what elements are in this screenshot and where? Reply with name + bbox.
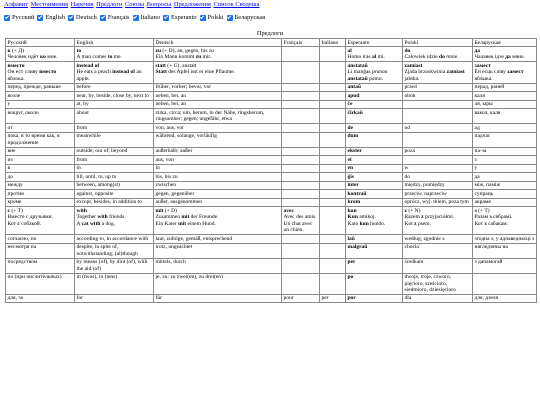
checkbox-checked-icon[interactable] (227, 15, 233, 21)
table-cell: neben, bei, an (154, 92, 282, 100)
column-header-1: English (75, 39, 154, 47)
table-cell: нягледзячы на (473, 243, 537, 258)
table-cell: środkam (403, 258, 473, 273)
table-cell (320, 173, 346, 181)
table-cell: dum (346, 132, 403, 147)
top-navigation (4, 1, 260, 8)
table-cell (282, 258, 320, 273)
language-checkbox-1[interactable] (37, 14, 65, 21)
language-label: Polski (207, 14, 224, 21)
table-cell: neben, bei, an (154, 100, 282, 108)
checkbox-checked-icon[interactable] (100, 15, 106, 21)
table-row (6, 47, 537, 62)
table-cell: statt (+ G), anstatt Statt des Apfel isst er eine Pflaume. (154, 62, 282, 83)
table-cell: for (75, 294, 154, 302)
table-cell: з (473, 156, 537, 164)
table-cell: por (346, 294, 403, 302)
table-cell: do Człowiek idzie do mnie. (403, 47, 473, 62)
table-cell: about (75, 109, 154, 124)
table-cell: antaŭ (346, 83, 403, 91)
table-cell: from (75, 156, 154, 164)
language-checkbox-3[interactable] (100, 14, 130, 21)
table-cell: für (154, 294, 282, 302)
table-cell: at, by (75, 100, 154, 108)
column-header-5: Esperanto (346, 39, 403, 47)
table-cell (320, 273, 346, 294)
table-cell: акрамя (473, 198, 537, 206)
table-cell: супраць (473, 190, 537, 198)
table-cell: до (6, 173, 75, 181)
table-cell: früher, vorher; bevor, vor (154, 83, 282, 91)
table-cell: avec Avec des amis. Un chat avec un chien. (282, 207, 320, 235)
table-cell (282, 181, 320, 189)
table-cell: у (6, 100, 75, 108)
table-row (6, 83, 537, 91)
table-cell (282, 243, 320, 258)
table-cell (320, 47, 346, 62)
table-cell: trotz, ungeachtet (154, 243, 282, 258)
table-cell: per (320, 294, 346, 302)
table-cell: из (6, 156, 75, 164)
table-cell: malgraŭ (346, 243, 403, 258)
table-cell: ekster (346, 147, 403, 155)
table-cell: от (6, 124, 75, 132)
table-cell: з дапамогай (473, 258, 537, 273)
table-cell: в (6, 164, 75, 172)
checkbox-checked-icon[interactable] (37, 15, 43, 21)
table-row (6, 181, 537, 189)
table-cell: outside; out of; beyond (75, 147, 154, 155)
table-cell: bis, bis zu (154, 173, 282, 181)
table-cell: ĉirkaŭ (346, 109, 403, 124)
table-cell: according to, in accordance with (75, 235, 154, 243)
table-cell: od (403, 124, 473, 132)
checkbox-checked-icon[interactable] (163, 15, 169, 21)
table-cell: außer, ausgenommen (154, 198, 282, 206)
table-cell: zamiast Zjada brzoskwinia zamiast jabłka. (403, 62, 473, 83)
table-cell: вакол, каля (473, 109, 537, 124)
table-cell (320, 235, 346, 243)
table-cell: by means (of), by dint (of), with the aid (of) (75, 258, 154, 273)
nav-link-3[interactable]: Предлоги (96, 1, 123, 8)
table-cell (282, 164, 320, 172)
table-cell: instead of He eats a peach instead of an apple. (75, 62, 154, 83)
table-cell: к (+ Д) Человек идёт ко мне. (6, 47, 75, 62)
language-label: English (45, 14, 65, 21)
table-cell: ĉe (346, 100, 403, 108)
table-cell: inter (346, 181, 403, 189)
table-row (6, 100, 537, 108)
table-cell: dwoje, troje, czworo, pięcioro, sześcioro, siedmioro, dziesięcioro (403, 273, 473, 294)
table-row (6, 294, 537, 302)
table-cell: against, opposite (75, 190, 154, 198)
table-cell: do (403, 173, 473, 181)
table-cell: in (twos), in (tens) (75, 273, 154, 294)
table-cell: zu (+ D), an, gegen, bis zu Ein Mann kommt zu mir. (154, 47, 282, 62)
table-cell: en (346, 164, 403, 172)
table-cell: in (154, 164, 282, 172)
table-cell (320, 92, 346, 100)
language-filter (4, 14, 268, 21)
table-cell (320, 132, 346, 147)
language-label: Italiano (140, 14, 161, 21)
table-cell: laut, zufolge, gemäß, entsprechend (154, 235, 282, 243)
table-cell: mittels, durch (154, 258, 282, 273)
table-cell: till, until, to, up to (75, 173, 154, 181)
table-cell: каля (473, 92, 537, 100)
table-cell: пока, в то время как, в продолжение (6, 132, 75, 147)
table-row (6, 132, 537, 147)
table-cell (282, 173, 320, 181)
table-cell: el (346, 156, 403, 164)
table-cell (282, 147, 320, 155)
table-cell: laŭ (346, 235, 403, 243)
table-row (6, 124, 537, 132)
language-label: Français (107, 14, 130, 21)
table-cell: z (+ N) Razem z przyjaciółmi. Kot z psem. (403, 207, 473, 235)
table-cell: przed (403, 83, 473, 91)
table-cell (282, 92, 320, 100)
table-cell: вместо Он ест сливу вместо яблока. (6, 62, 75, 83)
table-cell: да Чалавек ідзе да мяне. (473, 47, 537, 62)
table-cell: ĝis (346, 173, 403, 181)
nav-link-4[interactable]: Союзы (125, 1, 145, 8)
table-header-row (6, 39, 537, 47)
table-row (6, 164, 537, 172)
language-checkbox-4[interactable] (133, 14, 161, 21)
table-cell (320, 207, 346, 235)
table-cell (320, 243, 346, 258)
table-cell: да (473, 173, 537, 181)
nav-link-1[interactable]: Местоимения (30, 1, 69, 8)
table-row (6, 92, 537, 100)
column-header-6: Polski (403, 39, 473, 47)
table-cell: per (346, 258, 403, 273)
nav-link-6[interactable]: Предложения (173, 1, 211, 8)
table-row (6, 173, 537, 181)
table-cell: вокруг, около (6, 109, 75, 124)
nav-link-0[interactable]: Алфавит (4, 1, 29, 8)
prepositions-table (5, 38, 537, 303)
table-cell: w (403, 164, 473, 172)
column-header-0: Русский (6, 39, 75, 47)
table-cell: для, дзеля (473, 294, 537, 302)
table-cell: obok (403, 92, 473, 100)
table-cell: in (75, 164, 154, 172)
table-cell: перад, раней (473, 83, 537, 91)
table-cell: перед, прежде, раньше (6, 83, 75, 91)
table-row (6, 156, 537, 164)
table-cell: між, паміж (473, 181, 537, 189)
table-cell: замест Ён есць сліву замест яблыка. (473, 62, 537, 83)
table-cell (320, 109, 346, 124)
language-checkbox-5[interactable] (163, 14, 197, 21)
table-cell: chociaˊ (403, 243, 473, 258)
table-cell (320, 100, 346, 108)
table-row (6, 147, 537, 155)
table-cell: несмотря на (6, 243, 75, 258)
table-cell (320, 258, 346, 273)
nav-link-2[interactable]: Наречия (70, 1, 94, 8)
table-cell: to A man comes to me. (75, 47, 154, 62)
table-cell: al Homo iras al mi. (346, 47, 403, 62)
table-title: Предлоги (256, 30, 284, 37)
language-label: Deutsch (75, 14, 97, 21)
table-cell: ад (473, 124, 537, 132)
table-cell: według, zgodnie z (403, 235, 473, 243)
language-label: Русский (12, 14, 35, 21)
column-header-7: Беларуская (473, 39, 537, 47)
table-cell: падчас (473, 132, 537, 147)
table-cell (282, 273, 320, 294)
table-cell: у (473, 164, 537, 172)
table-cell: kontraŭ (346, 190, 403, 198)
language-label: Беларуская (234, 14, 266, 21)
table-cell (282, 47, 320, 62)
table-cell: despite, in spite of, notwithstanding; (al)though (75, 243, 154, 258)
table-cell: po (346, 273, 403, 294)
table-cell: krom (346, 198, 403, 206)
table-cell (320, 124, 346, 132)
table-cell: między, pomiędzy (403, 181, 473, 189)
language-checkbox-6[interactable] (200, 14, 224, 21)
table-row (6, 243, 537, 258)
table-cell: with Together with friends. A cat with a dog. (75, 207, 154, 235)
checkbox-checked-icon[interactable] (68, 15, 74, 21)
table-cell (320, 156, 346, 164)
table-cell (403, 100, 473, 108)
table-cell (403, 132, 473, 147)
table-cell: poza (403, 147, 473, 155)
checkbox-checked-icon[interactable] (4, 15, 10, 21)
table-cell: de (346, 124, 403, 132)
column-header-2: Deutsch (154, 39, 282, 47)
table-cell: кроме (6, 198, 75, 206)
table-cell: between, among(st) (75, 181, 154, 189)
table-cell (320, 198, 346, 206)
table-row (6, 258, 537, 273)
table-cell: вне (6, 147, 75, 155)
table-cell (282, 235, 320, 243)
table-cell (403, 109, 473, 124)
table-cell (320, 147, 346, 155)
table-cell: anstataŭ Li manĝas prunon anstataŭ pomo. (346, 62, 403, 83)
table-row (6, 273, 537, 294)
language-checkbox-2[interactable] (68, 14, 97, 21)
table-cell (282, 109, 320, 124)
checkbox-checked-icon[interactable] (133, 15, 139, 21)
table-cell: before (75, 83, 154, 91)
table-row (6, 235, 537, 243)
table-cell: kun Kun amikoj. Kato kun hundo. (346, 207, 403, 235)
table-cell (282, 156, 320, 164)
table-cell: meanwhile (75, 132, 154, 147)
table-cell: außerhalb; außer (154, 147, 282, 155)
table-cell: aus, von (154, 156, 282, 164)
table-cell: je, zu: zu zwei(en), zu drei(en) (154, 273, 282, 294)
table-cell: з (+ Т) Разам з сябрамі. Кот з сабакам. (473, 207, 537, 235)
table-cell: по (при числительных) (6, 273, 75, 294)
table-cell: gegen, gegenüber (154, 190, 282, 198)
table-cell: посредством (6, 258, 75, 273)
table-cell (320, 190, 346, 198)
table-cell (473, 273, 537, 294)
table-cell (282, 62, 320, 83)
table-cell (320, 62, 346, 83)
table-cell: zwischen (154, 181, 282, 189)
table-cell (282, 124, 320, 132)
table-cell: mit (+ D) Zusammen mit der Freunde. Ein Kater mit einem Hund. (154, 207, 282, 235)
table-cell (282, 132, 320, 147)
table-cell: except, besides, in addition to (75, 198, 154, 206)
table-row (6, 198, 537, 206)
table-cell: с (+ Т) Вместе с друзьями. Кот с собакой. (6, 207, 75, 235)
table-cell: против (6, 190, 75, 198)
table-cell: для, за (6, 294, 75, 302)
language-checkbox-0[interactable] (4, 14, 34, 21)
table-row (6, 62, 537, 83)
table-cell (320, 164, 346, 172)
table-cell (320, 83, 346, 91)
table-cell: между (6, 181, 75, 189)
language-label: Esperanto (171, 14, 197, 21)
table-cell (282, 198, 320, 206)
table-cell: oprócz, wyj. tkiem, poza tym (403, 198, 473, 206)
table-cell (282, 190, 320, 198)
table-cell: während, solange, vorläufig (154, 132, 282, 147)
table-cell: па-за (473, 147, 537, 155)
column-header-3: Français (282, 39, 320, 47)
table-cell: возле (6, 92, 75, 100)
language-checkbox-7[interactable] (227, 14, 265, 21)
table-cell: zirka, circa; um, herum, in der Nähe, ringsherum, ringsumher; gegen; ungefähr, etwa (154, 109, 282, 124)
table-cell (320, 181, 346, 189)
nav-link-7[interactable]: Список Сводеша (213, 1, 260, 8)
checkbox-checked-icon[interactable] (200, 15, 206, 21)
table-cell: согласно, по (6, 235, 75, 243)
table-cell: przeciw, naprzeciw (403, 190, 473, 198)
table-cell (282, 100, 320, 108)
table-cell: dla (403, 294, 473, 302)
table-cell: von, aus, vor (154, 124, 282, 132)
table-row (6, 190, 537, 198)
table-cell: near, by, beside, close by, next to (75, 92, 154, 100)
table-cell: apud (346, 92, 403, 100)
table-cell: pour (282, 294, 320, 302)
table-cell: ля, ыры (473, 100, 537, 108)
table-cell (282, 83, 320, 91)
nav-link-5[interactable]: Вопросы (146, 1, 172, 8)
column-header-4: Italiano (320, 39, 346, 47)
table-row (6, 207, 537, 235)
table-cell (403, 156, 473, 164)
table-cell: згодна з, у адпаведнасці з (473, 235, 537, 243)
table-row (6, 109, 537, 124)
table-cell: from (75, 124, 154, 132)
